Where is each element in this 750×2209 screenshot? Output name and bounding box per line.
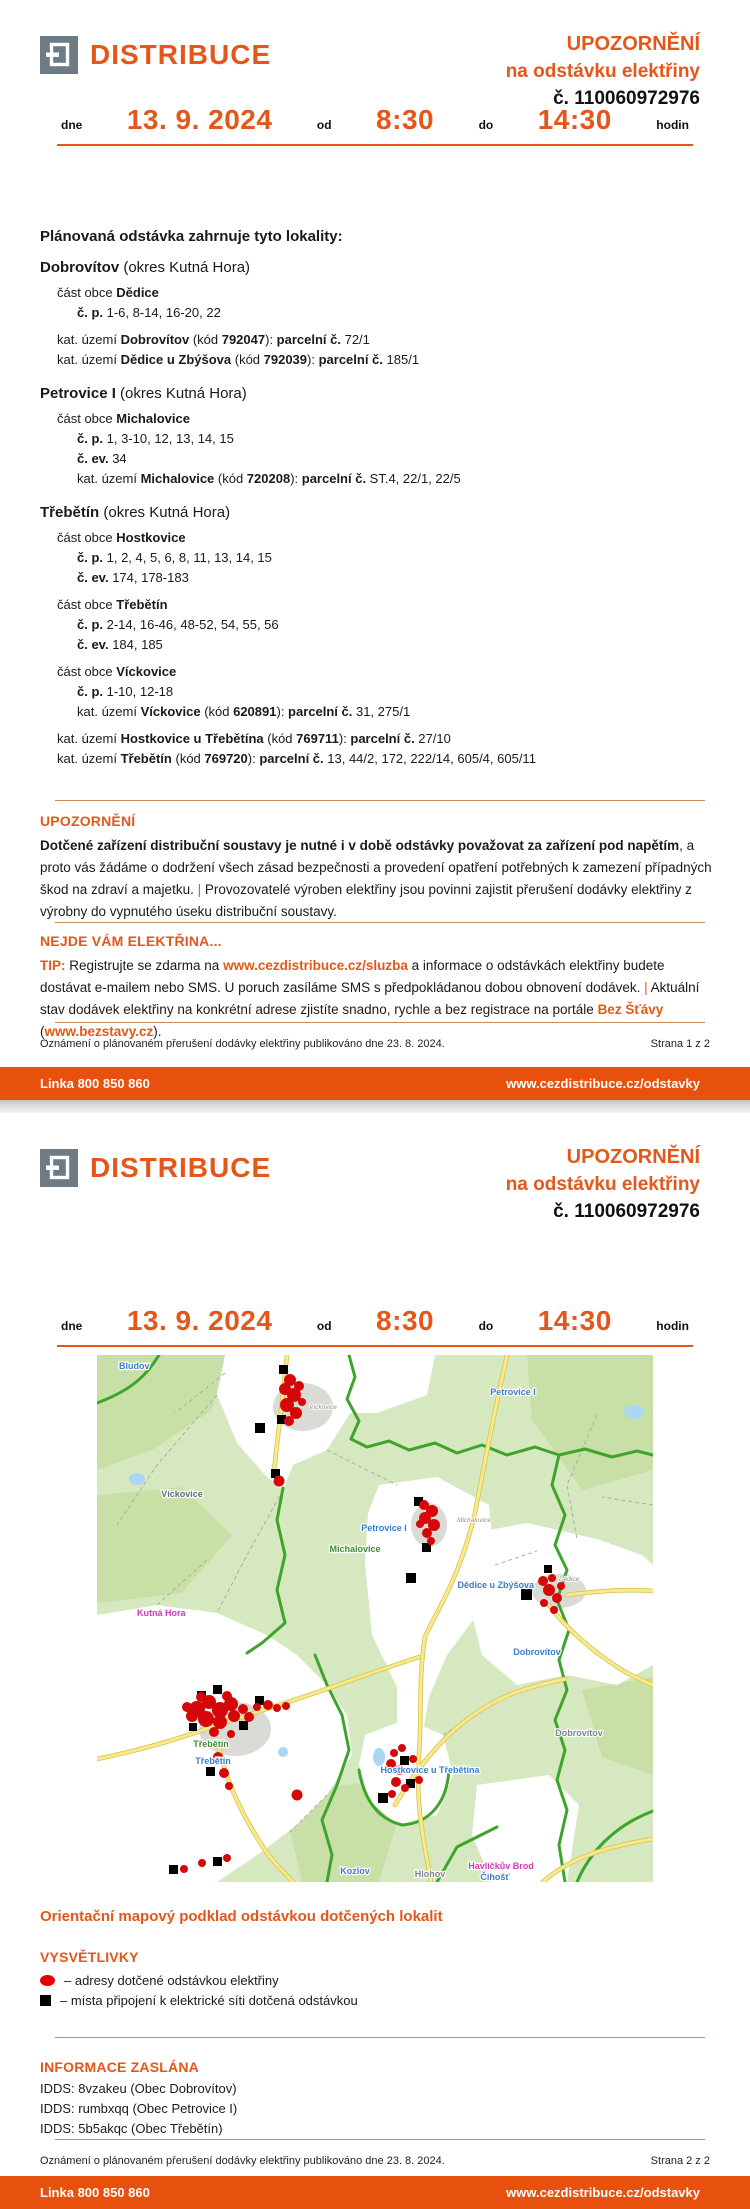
idds-line: IDDS: 5b5akqc (Obec Třebětín) — [40, 2121, 223, 2136]
map-label-trebetin-green: Třebětín — [193, 1739, 229, 1749]
locality-group-title — [40, 503, 714, 523]
localities-list — [40, 252, 714, 769]
text-segment: ): — [307, 352, 319, 367]
text-segment: 792047 — [221, 332, 266, 347]
text-segment: část obce — [57, 285, 117, 300]
outage-schedule — [57, 104, 693, 146]
text-segment: (okres Kutná Hora) — [99, 504, 231, 521]
text-segment: ): — [265, 332, 277, 347]
label-dne: dne — [61, 118, 83, 132]
map-label-dedice-u-zbysova: Dědice u Zbýšova — [457, 1580, 534, 1590]
text-segment: Michalovice — [116, 411, 190, 426]
text-segment: č. p. — [77, 617, 107, 632]
text-segment: 72/1 — [340, 332, 370, 347]
text-segment: ): — [338, 731, 351, 746]
text-segment: Dobrovítov — [120, 332, 190, 347]
outage-to-time: 14:30 — [537, 1305, 612, 1336]
text-segment: 1-6, 8-14, 16-20, 22 — [106, 305, 221, 320]
map-label-cihost: Čihošť — [480, 1872, 510, 1882]
map-label-hostkovice-u-trebetina: Hostkovice u Třebětína — [380, 1765, 480, 1775]
locality-line — [40, 283, 714, 303]
brand-header — [40, 1149, 271, 1187]
text-segment: č. p. — [77, 305, 107, 320]
locality-group-title — [40, 384, 714, 404]
cez-logo-icon — [40, 36, 78, 74]
outage-to-time: 14:30 — [537, 104, 612, 135]
label-od: od — [316, 1319, 332, 1333]
map-label-hlohov: Hlohov — [414, 1869, 446, 1879]
text-segment: Třebětín — [116, 597, 168, 612]
text-segment: parcelní č. — [276, 332, 341, 347]
outage-from-time: 8:30 — [376, 1305, 435, 1336]
locality-line — [40, 702, 714, 722]
notice-title-block — [506, 1144, 700, 1225]
map-label-michalovice: Michalovice — [329, 1544, 381, 1554]
text-segment: , a proto vás žádáme o dodržení všech zásad bezpečnosti a provedení opatření potřebných k zamezení případných škod na zdraví a majetku. — [40, 838, 712, 897]
info-sent-heading: INFORMACE ZASLÁNA — [40, 2059, 199, 2075]
notice-number: č. 110060972976 — [553, 88, 700, 109]
text-segment: 769720 — [204, 751, 248, 766]
text-segment: (kód — [189, 332, 222, 347]
text-segment: a informace o odstávkách elektřiny budete dostávat e-mailem nebo SMS. U poruch zasíláme SMS s předpokládanou dobou obnovení dodávek. — [40, 958, 665, 995]
text-segment: kat. území — [57, 751, 121, 766]
map-label-trebetin-blue: Třebětín — [195, 1756, 231, 1766]
locality-line — [40, 449, 714, 469]
locality-line — [40, 568, 714, 588]
notice-title: UPOZORNĚNÍ — [566, 33, 700, 55]
text-segment: ): — [276, 704, 289, 719]
text-segment: 1, 3-10, 12, 13, 14, 15 — [106, 431, 234, 446]
text-segment: Třebětín — [120, 751, 172, 766]
notice-subtitle: na odstávku elektřiny — [505, 1174, 700, 1195]
locality-line — [40, 330, 714, 350]
map-label-petrovice-top: Petrovice I — [490, 1387, 536, 1397]
locality-line — [40, 303, 714, 323]
text-segment: Dědice u Zbýšova — [120, 352, 232, 367]
text-segment: parcelní č. — [350, 731, 415, 746]
idds-line: IDDS: 8vzakeu (Obec Dobrovítov) — [40, 2081, 237, 2096]
page-number: Strana 2 z 2 — [650, 2155, 710, 2167]
map-label-dedice-small: Dědice — [559, 1576, 580, 1583]
text-segment: Petrovice I — [40, 385, 116, 402]
locality-line — [40, 548, 714, 568]
info-sent-list — [40, 2079, 237, 2139]
text-segment: TIP: — [40, 958, 66, 973]
brand-header — [40, 36, 271, 74]
text-segment: kat. území — [57, 332, 121, 347]
text-segment: parcelní č. — [318, 352, 383, 367]
text-segment: 184, 185 — [112, 637, 163, 652]
text-segment: (kód — [214, 471, 247, 486]
notice-title: UPOZORNĚNÍ — [566, 1146, 700, 1168]
map-label-dobrovitov-blue: Dobrovítov — [513, 1647, 561, 1657]
text-segment: 2-14, 16-46, 48-52, 54, 55, 56 — [106, 617, 279, 632]
text-segment: (kód — [200, 704, 234, 719]
locality-line — [40, 729, 714, 749]
label-hodin: hodin — [656, 118, 689, 132]
text-segment: (kód — [231, 352, 264, 367]
brand-wordmark: DISTRIBUCE — [90, 1152, 272, 1183]
page-2 — [0, 1113, 750, 2209]
outage-from-time: 8:30 — [376, 104, 435, 135]
text-segment: ): — [247, 751, 260, 766]
label-dne: dne — [61, 1319, 83, 1333]
text-segment: 720208 — [246, 471, 291, 486]
text-segment: parcelní č. — [259, 751, 324, 766]
localities-intro: Plánovaná odstávka zahrnuje tyto lokality: — [40, 228, 343, 245]
label-do: do — [478, 118, 494, 132]
outage-map-canvas — [97, 1355, 653, 1882]
locality-group-title — [40, 258, 714, 278]
map-label-kutna-hora: Kutná Hora — [137, 1608, 186, 1618]
text-segment: kat. území — [77, 471, 141, 486]
map-label-dobrovitov-gray: Dobrovítov — [555, 1728, 603, 1738]
text-segment: Víckovice — [116, 664, 177, 679]
text-segment: (kód — [263, 731, 297, 746]
map-caption: Orientační mapový podklad odstávkou dotčených lokalit — [40, 1908, 443, 1925]
power-out-heading: NEJDE VÁM ELEKTŘINA... — [40, 933, 222, 949]
idds-line: IDDS: rumbxqq (Obec Petrovice I) — [40, 2101, 238, 2116]
text-segment: 185/1 — [382, 352, 420, 367]
text-segment: 31, 275/1 — [352, 704, 411, 719]
map-label-havlickuv-brod: Havlíčkův Brod — [468, 1861, 534, 1871]
label-hodin: hodin — [656, 1319, 689, 1333]
text-segment: | — [644, 980, 648, 995]
map-label-petrovice-mid: Petrovice I — [361, 1523, 407, 1533]
black-square-icon — [40, 1995, 51, 2006]
info-line-phone: Linka 800 850 860 — [40, 2185, 150, 2200]
footer-bar — [0, 2176, 750, 2209]
text-segment: Registrujte se zdarma na — [65, 958, 224, 973]
text-segment: Michalovice — [140, 471, 215, 486]
footer-note-row — [40, 1038, 710, 1050]
map-label-vickovice-small: Víckovice — [309, 1404, 337, 1411]
legend — [40, 1970, 358, 2010]
map-label-vickovice: Víckovice — [161, 1489, 203, 1499]
label-od: od — [316, 118, 332, 132]
text-segment: 769711 — [296, 731, 339, 746]
text-segment: č. ev. — [77, 637, 113, 652]
locality-line — [40, 749, 714, 769]
text-segment: kat. území — [57, 352, 121, 367]
text-segment: Víckovice — [140, 704, 201, 719]
page-1 — [0, 0, 750, 1100]
link-bezstavy-url[interactable]: www.bezstavy.cz — [44, 1024, 154, 1039]
text-segment: část obce — [57, 530, 117, 545]
map-label-michalovice-small: Michalovice — [457, 1517, 491, 1524]
locality-line — [40, 528, 714, 548]
locality-line — [40, 469, 714, 489]
locality-line — [40, 682, 714, 702]
divider — [55, 1022, 705, 1023]
text-segment: kat. území — [57, 731, 121, 746]
text-segment: 1-10, 12-18 — [106, 684, 174, 699]
text-segment: parcelní č. — [301, 471, 367, 486]
outage-map — [97, 1355, 653, 1882]
legend-item-label: – místa připojení k elektrické síti dotčená odstávkou — [60, 1992, 358, 2008]
locality-line — [40, 635, 714, 655]
publication-note: Oznámení o plánovaném přerušení dodávky elektřiny publikováno dne 23. 8. 2024. — [40, 1038, 445, 1050]
text-segment: část obce — [57, 664, 117, 679]
brand-wordmark: DISTRIBUCE — [90, 39, 272, 70]
divider — [55, 800, 705, 801]
text-segment: 27/10 — [414, 731, 451, 746]
text-segment: ): — [290, 471, 302, 486]
link-cezdistribuce-sluzba[interactable]: www.cezdistribuce.cz/sluzba — [223, 958, 408, 973]
text-segment: ). — [153, 1024, 162, 1039]
footer-bar — [0, 1067, 750, 1100]
text-segment: 174, 178-183 — [112, 570, 189, 585]
divider — [55, 2139, 705, 2140]
text-segment: Třebětín — [40, 504, 100, 521]
map-label-kozlov: Kozlov — [340, 1866, 370, 1876]
legend-item-connections — [40, 1990, 358, 2010]
text-segment: č. p. — [77, 431, 107, 446]
map-label-bludov: Bludov — [119, 1361, 150, 1371]
legend-item-label: – adresy dotčené odstávkou elektřiny — [64, 1972, 279, 1988]
cez-logo-icon — [40, 1149, 78, 1187]
notice-number: č. 110060972976 — [553, 1201, 700, 1222]
outage-date: 13. 9. 2024 — [126, 104, 273, 135]
text-segment: ST.4, 22/1, 22/5 — [366, 471, 461, 486]
outage-date: 13. 9. 2024 — [126, 1305, 273, 1336]
text-segment: Hostkovice u Třebětína — [120, 731, 264, 746]
power-out-paragraph — [40, 955, 712, 1043]
link-bez-stavy[interactable]: Bez Šťávy — [597, 1002, 664, 1017]
warning-paragraph — [40, 835, 712, 923]
text-segment: parcelní č. — [288, 704, 353, 719]
text-segment: 1, 2, 4, 5, 6, 8, 11, 13, 14, 15 — [106, 550, 272, 565]
divider — [55, 922, 705, 923]
locality-line — [40, 662, 714, 682]
text-segment: 792039 — [263, 352, 308, 367]
locality-line — [40, 595, 714, 615]
footer-url-link[interactable]: www.cezdistribuce.cz/odstavky — [506, 1076, 700, 1091]
text-segment: 620891 — [233, 704, 277, 719]
locality-line — [40, 350, 714, 370]
warning-heading: UPOZORNĚNÍ — [40, 813, 136, 829]
text-segment: ( — [40, 1024, 45, 1039]
locality-line — [40, 615, 714, 635]
text-segment: | — [197, 882, 202, 897]
text-segment: Provozovatelé výroben elektřiny jsou povinni zajistit přerušení dodávky elektřiny z výrobny do vypnutého úseku distribuční soustavy. — [40, 882, 692, 919]
text-segment: Dotčené zařízení distribuční soustavy je nutné i v době odstávky považovat za zařízení pod napětím — [40, 838, 680, 853]
red-dot-icon — [40, 1975, 55, 1986]
text-segment: Aktuální stav dodávek elektřiny na konkrétní adrese zjistíte snadno, rychle a bez registrace na portále — [40, 980, 700, 1017]
page-number: Strana 1 z 2 — [650, 1038, 710, 1050]
text-segment: část obce — [57, 597, 117, 612]
text-segment: kat. území — [77, 704, 141, 719]
notice-title-block — [506, 31, 700, 112]
text-segment: Dědice — [116, 285, 159, 300]
info-line-phone: Linka 800 850 860 — [40, 1076, 150, 1091]
text-segment: 13, 44/2, 172, 222/14, 605/4, 605/11 — [323, 751, 536, 766]
outage-schedule — [57, 1305, 693, 1347]
page-separator — [0, 1100, 750, 1113]
text-segment: č. ev. — [77, 451, 113, 466]
text-segment: (kód — [171, 751, 205, 766]
publication-note: Oznámení o plánovaném přerušení dodávky elektřiny publikováno dne 23. 8. 2024. — [40, 2155, 445, 2167]
legend-item-addresses — [40, 1970, 358, 1990]
text-segment: č. p. — [77, 550, 107, 565]
legend-heading: VYSVĚTLIVKY — [40, 1949, 139, 1965]
text-segment: část obce — [57, 411, 117, 426]
text-segment: č. p. — [77, 684, 107, 699]
footer-url-link[interactable]: www.cezdistribuce.cz/odstavky — [506, 2185, 700, 2200]
text-segment: č. ev. — [77, 570, 113, 585]
divider — [55, 2037, 705, 2038]
text-segment: Hostkovice — [116, 530, 186, 545]
text-segment: (okres Kutná Hora) — [119, 259, 251, 276]
text-segment: 34 — [112, 451, 127, 466]
text-segment: Dobrovítov — [40, 259, 120, 276]
footer-note-row — [40, 2155, 710, 2167]
locality-line — [40, 429, 714, 449]
notice-subtitle: na odstávku elektřiny — [505, 61, 700, 82]
locality-line — [40, 409, 714, 429]
label-do: do — [478, 1319, 494, 1333]
text-segment: (okres Kutná Hora) — [115, 385, 247, 402]
